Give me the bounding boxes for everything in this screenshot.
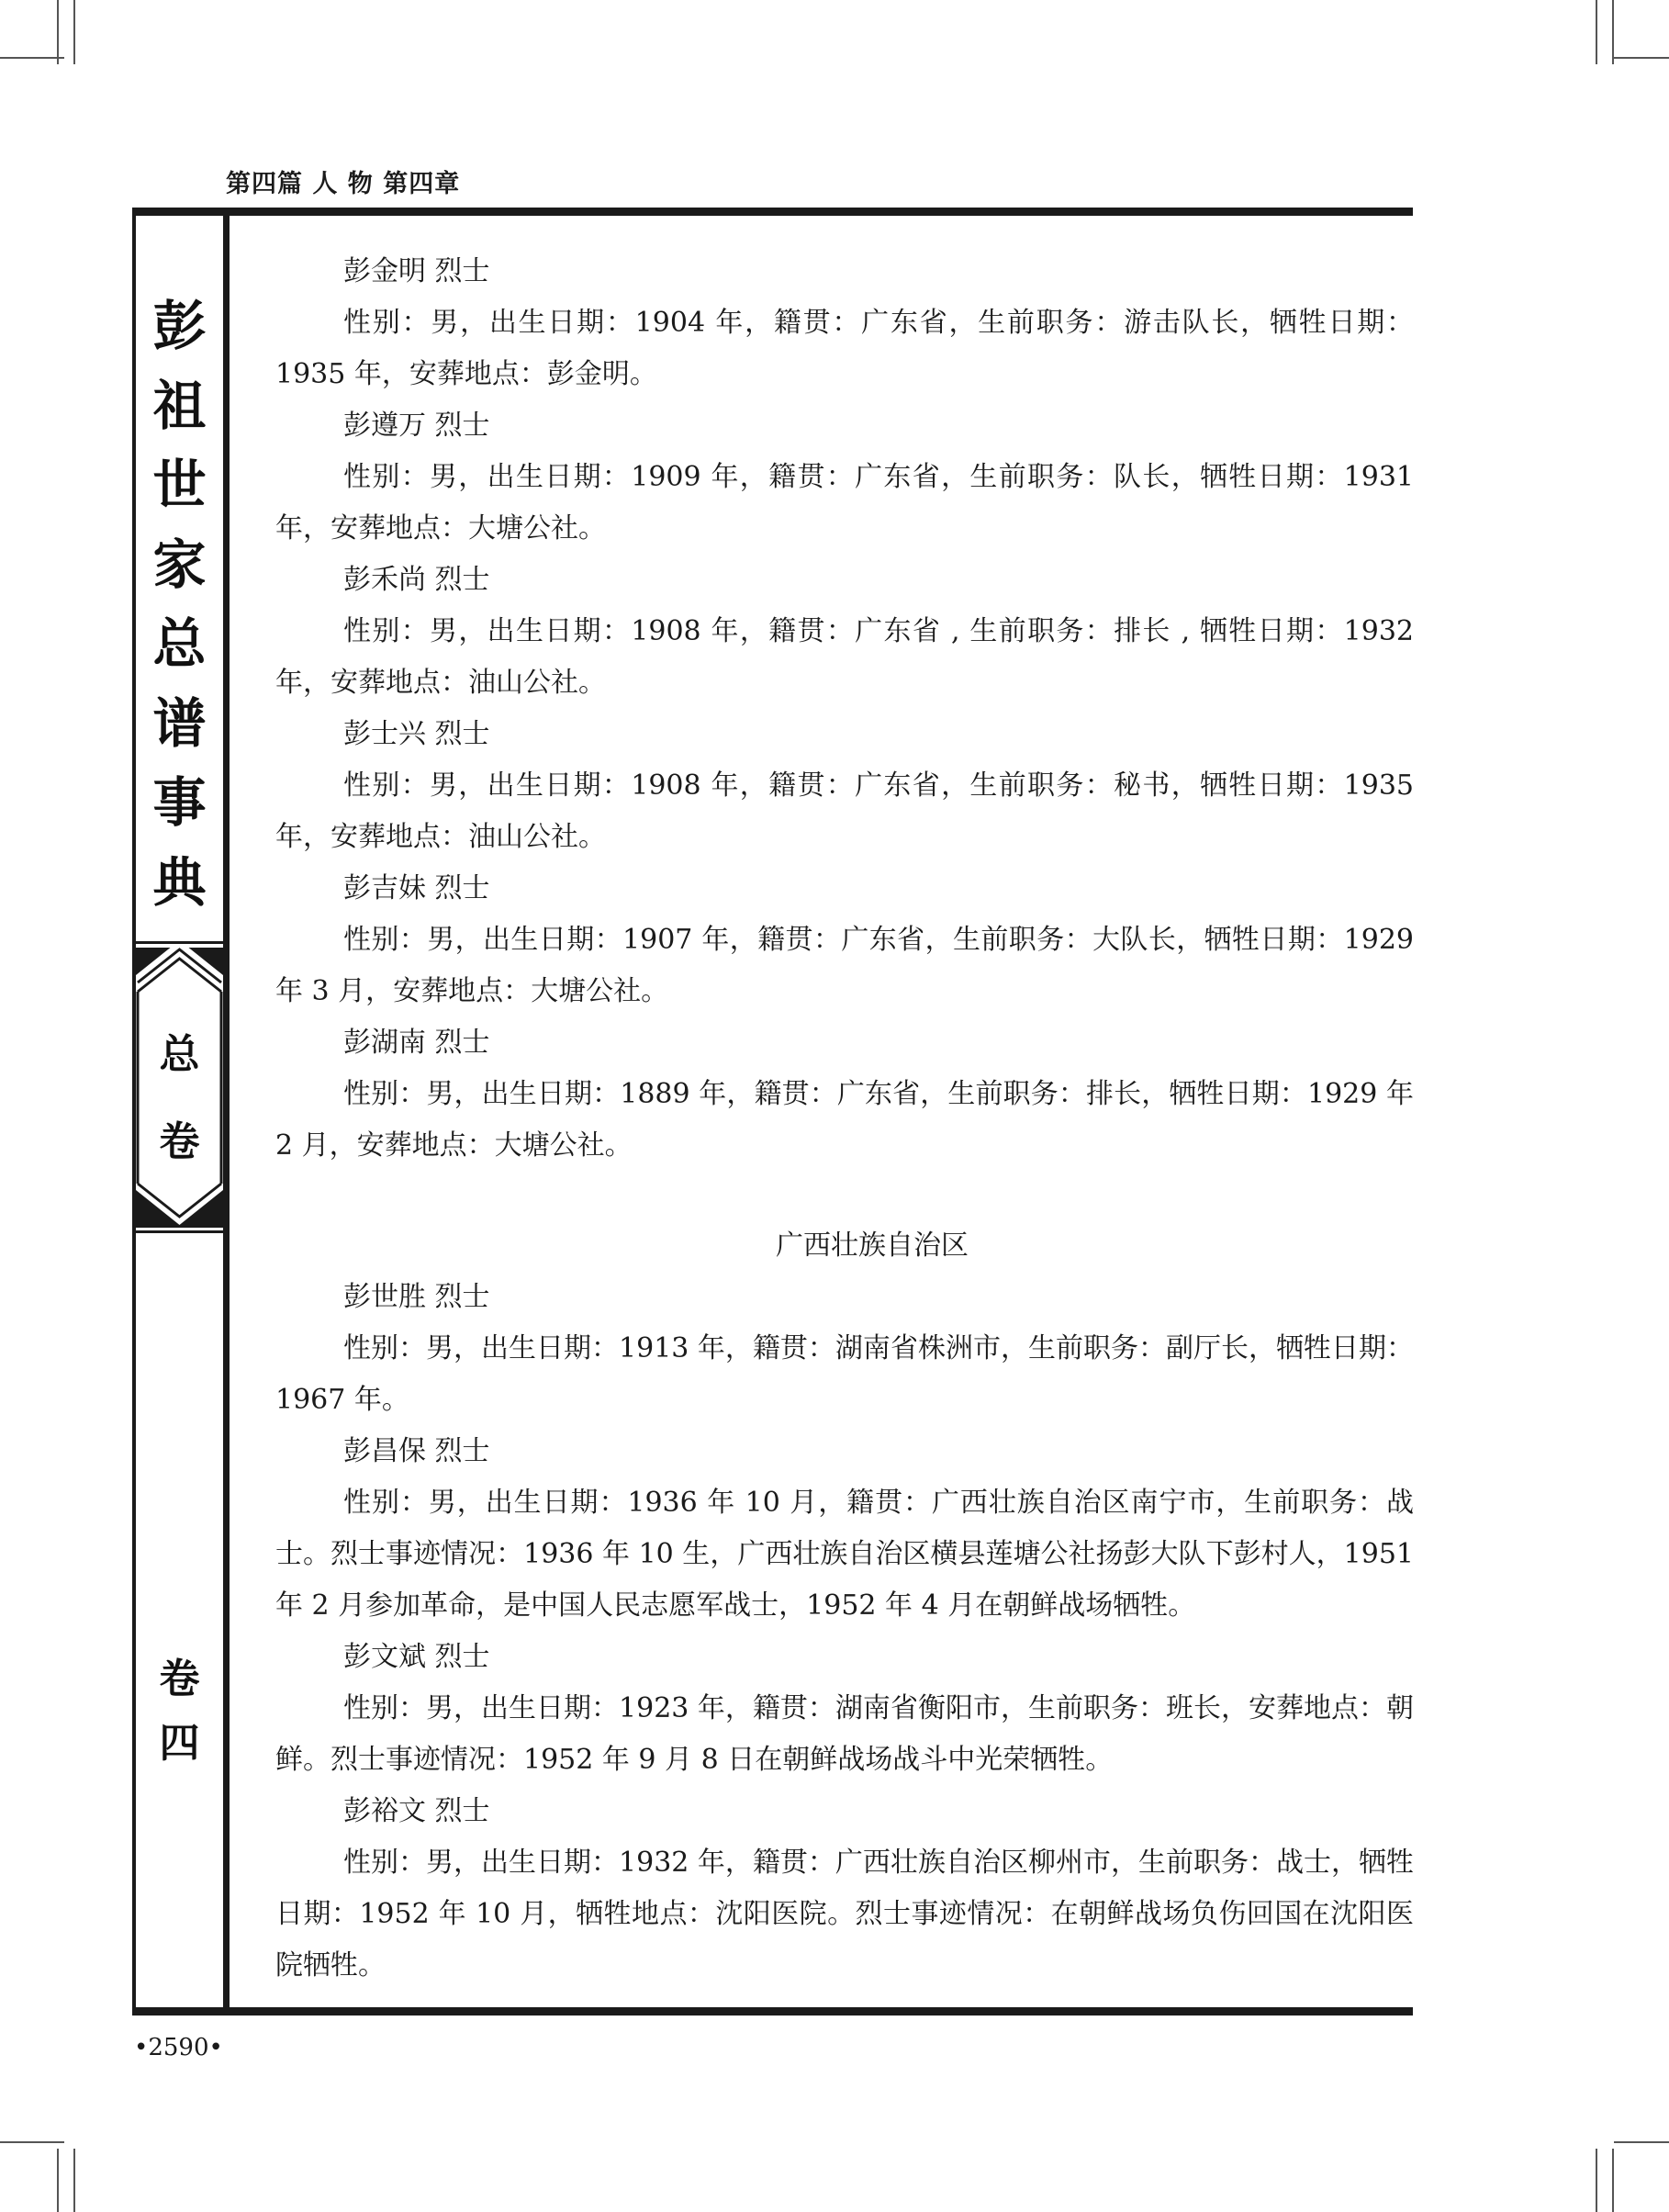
- crop-mark: [73, 2149, 75, 2212]
- crop-mark: [1614, 2141, 1669, 2143]
- entry: [275, 1786, 1414, 1992]
- book-title-char: 典: [152, 850, 207, 914]
- crop-mark: [1596, 0, 1597, 64]
- entry-name: 彭金明 烈士: [343, 255, 490, 287]
- book-title-vertical: [136, 286, 223, 922]
- crop-mark: [0, 2141, 64, 2143]
- entry: [275, 1426, 1414, 1632]
- book-title-char: 彭: [152, 295, 207, 357]
- crop-mark: [0, 57, 64, 59]
- sidebar-inner-border: [223, 208, 230, 2016]
- entry-name: 彭世胜 烈士: [343, 1281, 490, 1313]
- entry: [275, 555, 1414, 709]
- book-title-char: 家: [152, 533, 207, 596]
- bottom-rule: [132, 2007, 1413, 2016]
- entry-text: 性别：男，出生日期：1889 年，籍贯：广东省，生前职务：排长，牺牲日期：1929 年 2 月，安葬地点：大塘公社。: [275, 1078, 1414, 1162]
- volume-general-char: 总: [159, 1031, 200, 1078]
- entry-text: 性别：男，出生日期：1907 年，籍贯：广东省，生前职务：大队长，牺牲日期：1929 年 3 月，安葬地点：大塘公社。: [275, 924, 1414, 1007]
- entry-text: 性别：男，出生日期：1909 年，籍贯：广东省，生前职务：队长，牺牲日期：1931 年，安葬地点：大塘公社。: [275, 461, 1414, 545]
- entry-name: 彭禾尚 烈士: [343, 564, 490, 596]
- entry-text: 性别：男，出生日期：1908 年，籍贯：广东省 , 生前职务：排长 , 牺牲日期：1932 年，安葬地点：油山公社。: [275, 615, 1414, 699]
- page-number: •2590•: [134, 2034, 223, 2061]
- volume-number-char: 四: [159, 1720, 200, 1767]
- crop-mark: [1614, 57, 1669, 59]
- book-title-char: 祖: [152, 374, 207, 437]
- main-content: [275, 246, 1414, 1992]
- sidebar-divider: [132, 941, 224, 944]
- crop-mark: [57, 0, 59, 64]
- entry-text: 性别：男，出生日期：1923 年，籍贯：湖南省衡阳市，生前职务：班长，安葬地点：朝鲜。烈士事迹情况：1952 年 9 月 8 日在朝鲜战场战斗中光荣牺牲。: [275, 1692, 1414, 1776]
- book-title-char: 谱: [152, 691, 207, 755]
- sidebar-divider: [132, 1230, 224, 1233]
- volume-number-char: 卷: [159, 1656, 200, 1702]
- volume-general-char: 卷: [159, 1118, 200, 1165]
- entry: [275, 863, 1414, 1017]
- entry: [275, 1017, 1414, 1172]
- entry: [275, 709, 1414, 863]
- running-head: 第四篇 人 物 第四章: [226, 170, 461, 198]
- entry-text: 性别：男，出生日期：1904 年，籍贯：广东省，生前职务：游击队长，牺牲日期：1935 年，安葬地点：彭金明。: [275, 307, 1414, 390]
- book-title-char: 事: [152, 771, 207, 834]
- entry-name: 彭文斌 烈士: [343, 1641, 490, 1673]
- entry-name: 彭吉妹 烈士: [343, 872, 490, 904]
- book-title-char: 总: [152, 612, 207, 675]
- top-rule: [132, 208, 1413, 216]
- book-title-char: 世: [152, 454, 207, 516]
- crop-mark: [73, 0, 75, 64]
- entry-text: 性别：男，出生日期：1932 年，籍贯：广西壮族自治区柳州市，生前职务：战士，牺牲日期：1952 年 10 月，牺牲地点：沈阳医院。烈士事迹情况：在朝鲜战场负伤回国在沈阳医院牺牲。: [275, 1847, 1414, 1982]
- entry-name: 彭裕文 烈士: [343, 1795, 490, 1827]
- entry-name: 彭湖南 烈士: [343, 1027, 490, 1059]
- volume-emblem: [136, 948, 223, 1228]
- entry-name: 彭遵万 烈士: [343, 410, 490, 442]
- crop-mark: [1612, 0, 1614, 64]
- entry: [275, 400, 1414, 555]
- entry-text: 性别：男，出生日期：1936 年 10 月，籍贯：广西壮族自治区南宁市，生前职务：战士。烈士事迹情况：1936 年 10 生，广西壮族自治区横县莲塘公社扬彭大队下彭村人，1951 年 2 月参加革命，是中国人民志愿军战士，1952 年 4 月在朝鲜战场牺牲。: [275, 1487, 1414, 1622]
- section-heading: 广西壮族自治区: [776, 1230, 969, 1262]
- entry-name: 彭士兴 烈士: [343, 718, 490, 750]
- crop-mark: [57, 2149, 59, 2212]
- entry-name: 彭昌保 烈士: [343, 1435, 490, 1467]
- entry: [275, 1272, 1414, 1426]
- crop-mark: [1596, 2149, 1597, 2212]
- entry-text: 性别：男，出生日期：1913 年，籍贯：湖南省株洲市，生前职务：副厅长，牺牲日期：1967 年。: [275, 1332, 1414, 1416]
- crop-mark: [1612, 2149, 1614, 2212]
- entry: [275, 246, 1414, 400]
- entry: [275, 1632, 1414, 1786]
- entry-text: 性别：男，出生日期：1908 年，籍贯：广东省，生前职务：秘书，牺牲日期：1935 年，安葬地点：油山公社。: [275, 769, 1414, 853]
